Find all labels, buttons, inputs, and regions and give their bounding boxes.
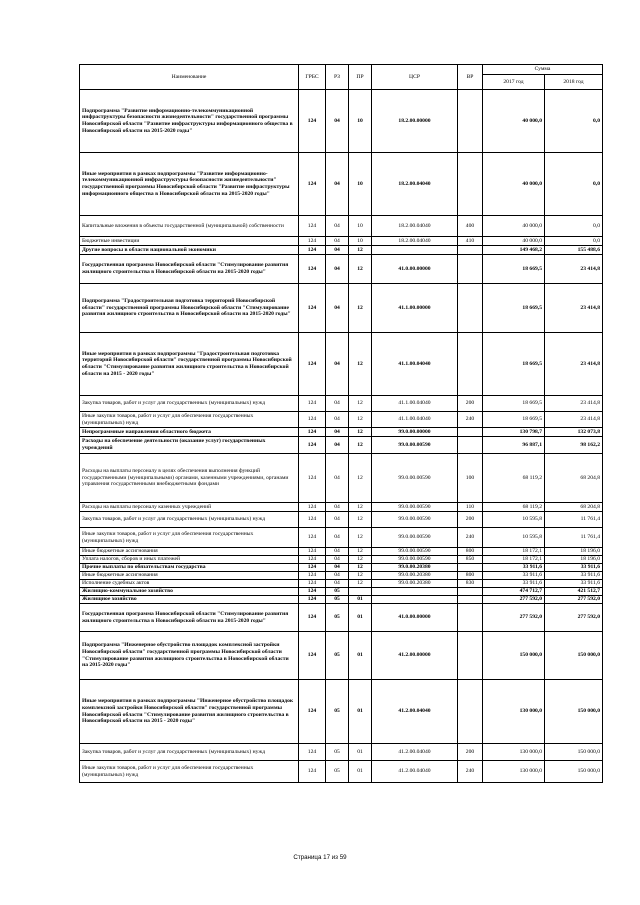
cell-sum-2018: 23 414,8 [545,412,603,428]
table-row [80,437,603,454]
cell-sum-2017: 68 119,2 [483,503,545,512]
cell-vr [458,90,483,153]
cell-vr: 240 [458,412,483,428]
table-row [80,512,603,528]
cell-name: Другие вопросы в области национальной экономики [80,246,299,255]
cell-sum-2018: 11 761,4 [545,512,603,528]
cell-grbs: 124 [299,454,326,503]
cell-name: Подпрограмма "Развитие информационно-телекоммуникационной инфраструктуры безопасности жизнедеятельности" государственной программы Новосибирской области "Развитие инфраструктуры информационного общества в Новосибирской области на 2015-2020 годы" [80,90,299,153]
cell-pr: 01 [349,632,372,680]
cell-rz: 04 [326,255,349,284]
cell-grbs: 124 [299,564,326,572]
table-row [80,556,603,564]
cell-csr: 41.2.00.04040 [372,680,458,744]
table-row [80,284,603,333]
cell-rz: 05 [326,744,349,761]
cell-pr: 10 [349,237,372,246]
table-row [80,572,603,580]
header-grbs: ГРБС [299,65,326,90]
cell-pr: 01 [349,761,372,783]
cell-sum-2018: 18 196,0 [545,556,603,564]
header-csr: ЦСР [372,65,458,90]
table-body [80,90,603,783]
page-number: Страница 17 из 59 [293,854,347,861]
table-row [80,396,603,412]
table-row [80,588,603,596]
cell-sum-2018: 277 592,0 [545,596,603,604]
cell-sum-2018: 277 592,0 [545,604,603,632]
cell-pr: 12 [349,428,372,437]
cell-pr: 12 [349,246,372,255]
cell-sum-2017: 149 468,2 [483,246,545,255]
table-row [80,632,603,680]
cell-vr: 800 [458,572,483,580]
cell-rz: 04 [326,548,349,556]
cell-grbs: 124 [299,761,326,783]
cell-grbs: 124 [299,333,326,396]
cell-vr [458,246,483,255]
cell-sum-2018: 18 196,0 [545,548,603,556]
cell-vr [458,428,483,437]
table-row [80,564,603,572]
cell-pr: 01 [349,680,372,744]
cell-grbs: 124 [299,588,326,596]
header-year-2017: 2017 год [483,75,545,90]
cell-name: Закупка товаров, работ и услуг для государственных (муниципальных) нужд [80,744,299,761]
cell-sum-2018: 0,0 [545,153,603,216]
cell-vr: 240 [458,528,483,548]
cell-name: Закупка товаров, работ и услуг для государственных (муниципальных) нужд [80,512,299,528]
cell-sum-2017: 18 669,5 [483,333,545,396]
cell-csr: 99.0.00.00000 [372,428,458,437]
cell-sum-2017: 10 595,8 [483,512,545,528]
cell-sum-2018: 11 761,4 [545,528,603,548]
header-year-2018: 2018 год [545,75,603,90]
cell-csr: 99.0.00.20380 [372,580,458,588]
cell-sum-2017: 130 000,0 [483,680,545,744]
cell-csr: 99.0.00.20380 [372,564,458,572]
cell-name: Иные мероприятия в рамках подпрограммы "Градостроительная подготовка территорий Новосибирской области" государственной программы Новосибирской области "Стимулирование развития жилищного строительства в Новосибирской области на 2015 - 2020 годы" [80,333,299,396]
cell-sum-2018: 68 204,8 [545,454,603,503]
cell-pr: 12 [349,503,372,512]
cell-name: Исполнение судебных актов [80,580,299,588]
cell-name: Закупка товаров, работ и услуг для государственных (муниципальных) нужд [80,396,299,412]
cell-sum-2018: 23 414,8 [545,284,603,333]
cell-vr [458,255,483,284]
cell-vr: 850 [458,556,483,564]
cell-sum-2017: 150 000,0 [483,632,545,680]
cell-sum-2017: 277 592,0 [483,604,545,632]
table-row [80,428,603,437]
cell-sum-2017: 18 172,1 [483,556,545,564]
cell-sum-2017: 40 000,0 [483,90,545,153]
cell-sum-2018: 150 000,0 [545,744,603,761]
cell-grbs: 124 [299,428,326,437]
cell-csr: 41.1.00.04040 [372,396,458,412]
cell-rz: 04 [326,503,349,512]
cell-sum-2018: 0,0 [545,237,603,246]
cell-pr: 12 [349,580,372,588]
cell-grbs: 124 [299,528,326,548]
cell-csr: 99.0.00.00590 [372,528,458,548]
cell-pr: 10 [349,216,372,237]
cell-sum-2017: 96 887,1 [483,437,545,454]
cell-rz: 04 [326,580,349,588]
cell-vr [458,596,483,604]
cell-csr: 18.2.00.04040 [372,153,458,216]
cell-pr: 12 [349,512,372,528]
cell-pr: 12 [349,412,372,428]
cell-name: Иные мероприятия в рамках подпрограммы "Развитие информационно-телекоммуникационной инфраструктуры безопасности жизнедеятельности" государственной программы Новосибирской области "Развитие инфраструктуры информационного общества в Новосибирской области на 2015-2020 годы" [80,153,299,216]
cell-name: Подпрограмма "Градостроительная подготовка территорий Новосибирской области" государственной программы Новосибирской области "Стимулирование развития жилищного строительства в Новосибирской области на 2015-2020 годы" [80,284,299,333]
cell-vr: 830 [458,580,483,588]
cell-csr: 41.2.00.04040 [372,744,458,761]
cell-name: Бюджетные инвестиции [80,237,299,246]
cell-csr: 18.2.00.00000 [372,90,458,153]
cell-rz: 05 [326,761,349,783]
table-row [80,454,603,503]
cell-sum-2018: 150 000,0 [545,632,603,680]
cell-sum-2017: 33 911,6 [483,580,545,588]
cell-csr: 41.2.00.04040 [372,761,458,783]
cell-pr: 10 [349,90,372,153]
cell-vr: 410 [458,237,483,246]
cell-grbs: 124 [299,580,326,588]
cell-pr: 12 [349,255,372,284]
cell-rz: 05 [326,604,349,632]
header-rz: РЗ [326,65,349,90]
cell-rz: 04 [326,246,349,255]
cell-rz: 04 [326,564,349,572]
header-sum: Сумма [483,65,603,75]
cell-grbs: 124 [299,632,326,680]
header-vr: ВР [458,65,483,90]
cell-vr: 200 [458,512,483,528]
table-row [80,604,603,632]
table-row [80,548,603,556]
cell-name: Прочие выплаты по обязательствам государства [80,564,299,572]
cell-pr: 12 [349,454,372,503]
cell-sum-2017: 68 119,2 [483,454,545,503]
cell-csr: 41.0.00.00000 [372,604,458,632]
cell-csr: 99.0.00.00590 [372,503,458,512]
cell-sum-2017: 18 669,5 [483,284,545,333]
table-row [80,333,603,396]
cell-csr: 41.1.00.04040 [372,333,458,396]
cell-name: Государственная программа Новосибирской области "Стимулирование развития жилищного строительства в Новосибирской области на 2015-2020 годы" [80,604,299,632]
cell-csr: 99.0.00.00590 [372,512,458,528]
table-row [80,412,603,428]
cell-name: Капитальные вложения в объекты государственной (муниципальной) собственности [80,216,299,237]
cell-grbs: 124 [299,284,326,333]
cell-name: Подпрограмма "Инженерное обустройство площадок комплексной застройки Новосибирской области" государственной программы Новосибирской области "Стимулирование развития жилищного строительства в Новосибирской области на 2015-2020 годы" [80,632,299,680]
cell-csr: 99.0.00.00590 [372,437,458,454]
cell-grbs: 124 [299,503,326,512]
cell-vr [458,437,483,454]
cell-rz: 04 [326,437,349,454]
cell-grbs: 124 [299,437,326,454]
cell-sum-2018: 33 911,6 [545,564,603,572]
cell-csr [372,246,458,255]
cell-rz: 04 [326,284,349,333]
cell-grbs: 124 [299,246,326,255]
cell-sum-2017: 474 712,7 [483,588,545,596]
cell-vr [458,333,483,396]
cell-csr [372,596,458,604]
cell-vr [458,564,483,572]
cell-name: Непрограммные направления областного бюджета [80,428,299,437]
cell-pr: 01 [349,744,372,761]
cell-pr: 12 [349,572,372,580]
cell-pr: 12 [349,284,372,333]
cell-sum-2018: 23 414,8 [545,333,603,396]
cell-grbs: 124 [299,412,326,428]
cell-csr: 18.2.00.04040 [372,237,458,246]
table-row [80,580,603,588]
cell-sum-2018: 421 512,7 [545,588,603,596]
table-header [80,65,603,90]
table-row [80,744,603,761]
cell-rz: 04 [326,153,349,216]
cell-grbs: 124 [299,153,326,216]
cell-grbs: 124 [299,744,326,761]
budget-table [79,64,603,783]
cell-pr [349,588,372,596]
cell-sum-2017: 10 595,8 [483,528,545,548]
cell-grbs: 124 [299,548,326,556]
cell-grbs: 124 [299,596,326,604]
cell-sum-2018: 23 414,8 [545,396,603,412]
cell-rz: 05 [326,680,349,744]
cell-sum-2018: 132 073,8 [545,428,603,437]
cell-rz: 04 [326,512,349,528]
cell-csr: 41.0.00.00000 [372,255,458,284]
cell-rz: 04 [326,454,349,503]
cell-rz: 04 [326,528,349,548]
cell-rz: 04 [326,396,349,412]
cell-vr: 400 [458,216,483,237]
table-row [80,528,603,548]
cell-csr: 99.0.00.00590 [372,556,458,564]
cell-sum-2018: 98 162,2 [545,437,603,454]
cell-sum-2018: 155 488,6 [545,246,603,255]
cell-pr: 01 [349,596,372,604]
cell-pr: 10 [349,153,372,216]
cell-vr [458,153,483,216]
cell-vr: 200 [458,744,483,761]
cell-sum-2017: 277 592,0 [483,596,545,604]
table-row [80,761,603,783]
cell-sum-2017: 18 172,1 [483,548,545,556]
cell-vr [458,632,483,680]
cell-rz: 04 [326,428,349,437]
cell-grbs: 124 [299,255,326,284]
cell-sum-2017: 130 000,0 [483,744,545,761]
cell-name: Жилищное хозяйство [80,596,299,604]
cell-name: Расходы на обеспечение деятельности (оказание услуг) государственных учреждений [80,437,299,454]
cell-sum-2017: 33 911,6 [483,564,545,572]
table-row [80,237,603,246]
cell-name: Иные мероприятия в рамках подпрограммы "Инженерное обустройство площадок комплексной застройки Новосибирской области" государственной программы Новосибирской области "Стимулирование развития жилищного строительства в Новосибирской области на 2015 - 2020 годы" [80,680,299,744]
cell-sum-2017: 130 798,7 [483,428,545,437]
cell-pr: 12 [349,564,372,572]
table-row [80,596,603,604]
table-row [80,503,603,512]
cell-name: Иные бюджетные ассигнования [80,572,299,580]
cell-csr: 18.2.00.04040 [372,216,458,237]
cell-csr: 99.0.00.00590 [372,548,458,556]
cell-pr: 12 [349,548,372,556]
cell-grbs: 124 [299,604,326,632]
table-row [80,153,603,216]
cell-rz: 04 [326,237,349,246]
cell-sum-2018: 0,0 [545,216,603,237]
cell-grbs: 124 [299,237,326,246]
cell-vr: 110 [458,503,483,512]
cell-rz: 05 [326,596,349,604]
cell-name: Расходы на выплаты персоналу в целях обеспечения выполнения функций государственными (муниципальными) органами, казенными учреждениями, органами управления государственными внебюджетными фондами [80,454,299,503]
cell-csr [372,588,458,596]
cell-vr: 200 [458,396,483,412]
table-row [80,246,603,255]
cell-name: Государственная программа Новосибирской области "Стимулирование развития жилищного строительства в Новосибирской области на 2015-2020 годы" [80,255,299,284]
header-name: Наименование [80,65,299,90]
cell-grbs: 124 [299,396,326,412]
cell-sum-2018: 150 000,0 [545,761,603,783]
cell-csr: 99.0.00.20380 [372,572,458,580]
table-row [80,216,603,237]
cell-pr: 12 [349,556,372,564]
cell-grbs: 124 [299,680,326,744]
table-row [80,680,603,744]
cell-rz: 05 [326,632,349,680]
cell-rz: 04 [326,572,349,580]
cell-grbs: 124 [299,556,326,564]
cell-name: Иные закупки товаров, работ и услуг для обеспечения государственных (муниципальных) нужд [80,528,299,548]
cell-vr [458,680,483,744]
cell-pr: 01 [349,604,372,632]
cell-name: Иные закупки товаров, работ и услуг для обеспечения государственных (муниципальных) нужд [80,412,299,428]
cell-sum-2017: 18 669,5 [483,412,545,428]
cell-rz: 05 [326,588,349,596]
cell-name: Расходы на выплаты персоналу казенных учреждений [80,503,299,512]
cell-name: Жилищно-коммунальное хозяйство [80,588,299,596]
cell-sum-2018: 0,0 [545,90,603,153]
table-row [80,90,603,153]
cell-sum-2018: 68 204,8 [545,503,603,512]
cell-vr [458,284,483,333]
header-pr: ПР [349,65,372,90]
table-row [80,255,603,284]
cell-pr: 12 [349,437,372,454]
cell-vr: 100 [458,454,483,503]
cell-grbs: 124 [299,512,326,528]
cell-name: Иные закупки товаров, работ и услуг для обеспечения государственных (муниципальных) нужд [80,761,299,783]
cell-sum-2017: 33 911,6 [483,572,545,580]
cell-pr: 12 [349,396,372,412]
cell-sum-2018: 150 000,0 [545,680,603,744]
cell-rz: 04 [326,90,349,153]
cell-grbs: 124 [299,216,326,237]
cell-rz: 04 [326,333,349,396]
cell-name: Уплата налогов, сборов и иных платежей [80,556,299,564]
cell-vr [458,604,483,632]
cell-pr: 12 [349,333,372,396]
cell-rz: 04 [326,216,349,237]
cell-rz: 04 [326,412,349,428]
cell-name: Иные бюджетные ассигнования [80,548,299,556]
cell-sum-2017: 130 000,0 [483,761,545,783]
cell-sum-2017: 18 669,5 [483,396,545,412]
cell-vr: 800 [458,548,483,556]
cell-csr: 41.1.00.04040 [372,412,458,428]
cell-sum-2017: 40 000,0 [483,216,545,237]
cell-sum-2017: 40 000,0 [483,153,545,216]
cell-csr: 41.1.00.00000 [372,284,458,333]
cell-csr: 99.0.00.00590 [372,454,458,503]
cell-grbs: 124 [299,90,326,153]
cell-csr: 41.2.00.00000 [372,632,458,680]
cell-sum-2017: 18 669,5 [483,255,545,284]
cell-vr [458,588,483,596]
cell-sum-2017: 40 000,0 [483,237,545,246]
cell-vr: 240 [458,761,483,783]
cell-sum-2018: 23 414,8 [545,255,603,284]
cell-sum-2018: 33 911,6 [545,580,603,588]
cell-grbs: 124 [299,572,326,580]
cell-rz: 04 [326,556,349,564]
cell-pr: 12 [349,528,372,548]
cell-sum-2018: 33 911,6 [545,572,603,580]
